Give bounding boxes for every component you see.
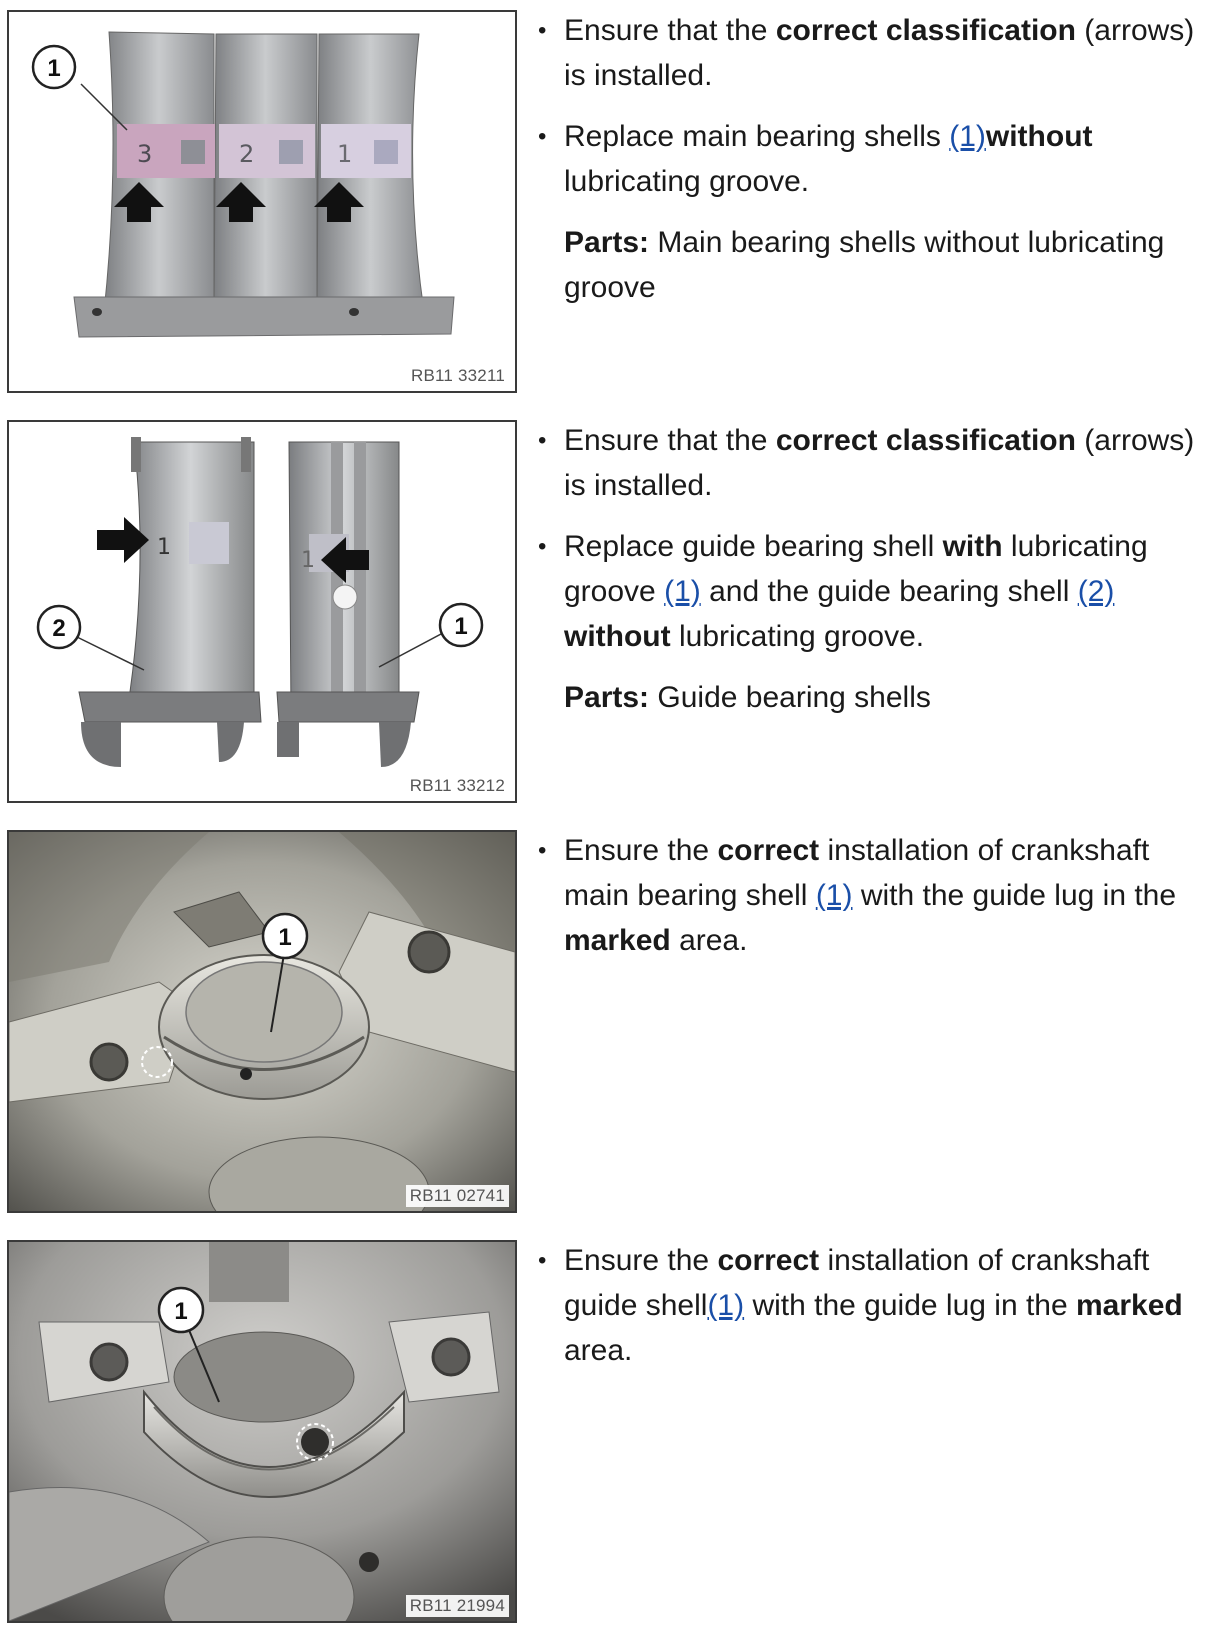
parts-text: Main bearing shells without lubricating groove <box>564 226 1165 304</box>
figure-main-bearing-shells <box>7 10 517 393</box>
callout-link-1[interactable]: (1) <box>664 575 701 608</box>
figure-guide-bearing-shells <box>7 420 517 803</box>
parts-text: Guide bearing shells <box>649 681 931 714</box>
figure-main-bearing-installed <box>7 830 517 1213</box>
callout-label: 1 <box>47 55 61 82</box>
emphasis: correct classification <box>775 424 1076 457</box>
text: area. <box>564 1334 633 1367</box>
shell-digit: 3 <box>137 140 153 168</box>
instruction-list <box>538 8 1213 204</box>
callout-label: 1 <box>454 613 468 640</box>
guide-shell-installed-photo <box>9 1242 515 1621</box>
instruction-list <box>538 1238 1213 1373</box>
shell-digit: 1 <box>157 535 171 560</box>
parts-note <box>538 675 1213 720</box>
emphasis: without <box>564 620 671 653</box>
text: and the guide bearing shell <box>700 575 1078 608</box>
text: area. <box>670 924 748 957</box>
instruction-item <box>538 418 1213 508</box>
parts-label: Parts: <box>564 681 650 714</box>
emphasis: marked <box>564 924 671 957</box>
figure-code: RB11 21994 <box>406 1595 509 1617</box>
figure-guide-shell-installed <box>7 1240 517 1623</box>
datamatrix-icon <box>374 140 398 164</box>
text: Ensure that the <box>564 424 776 457</box>
text: lubricating groove <box>564 530 1148 608</box>
callout-link-2[interactable]: (2) <box>1077 575 1115 608</box>
instruction-item <box>538 8 1213 98</box>
text: Ensure that the <box>564 14 776 47</box>
text: lubricating groove. <box>670 620 925 653</box>
text: Ensure the <box>564 1244 718 1277</box>
guide-bearing-shells-photo <box>9 422 515 801</box>
shell-digit: 1 <box>301 548 315 573</box>
shell-digit: 2 <box>239 140 255 168</box>
text: with the guide lug in the <box>744 1289 1076 1322</box>
parts-note <box>538 220 1213 310</box>
text: installation of crankshaft main bearing shell <box>564 834 1150 912</box>
callout-label: 2 <box>52 615 66 642</box>
instruction-item <box>538 1238 1213 1373</box>
parts-label: Parts: <box>564 226 650 259</box>
shell-digit: 1 <box>337 140 353 168</box>
main-bearing-installed-photo <box>9 832 515 1211</box>
callout-link-1[interactable]: (1) <box>949 120 986 153</box>
instruction-item <box>538 114 1213 204</box>
callout-link-1[interactable]: (1) <box>707 1289 745 1322</box>
step-2-text <box>538 418 1213 720</box>
step-3-text <box>538 828 1213 979</box>
text: Replace main bearing shells <box>564 120 950 153</box>
callout-label: 1 <box>174 1298 188 1325</box>
callout-label: 1 <box>278 924 292 951</box>
figure-code: RB11 02741 <box>406 1185 509 1207</box>
instruction-list <box>538 828 1213 963</box>
callout-link-1[interactable]: (1) <box>815 879 853 912</box>
emphasis: with <box>942 530 1003 563</box>
figure-code: RB11 33211 <box>407 365 509 387</box>
emphasis: marked <box>1076 1289 1183 1322</box>
figure-code: RB11 33212 <box>406 775 509 797</box>
main-bearing-shells-photo <box>9 12 515 391</box>
emphasis: correct <box>717 834 820 867</box>
emphasis: without <box>985 120 1093 153</box>
emphasis: correct <box>717 1244 820 1277</box>
instruction-item <box>538 524 1213 659</box>
instruction-list <box>538 418 1213 659</box>
step-4-text <box>538 1238 1213 1389</box>
text: with the guide lug in the <box>852 879 1177 912</box>
datamatrix-icon <box>181 140 205 164</box>
text: (arrows) is installed. <box>564 14 1195 92</box>
text: lubricating groove. <box>564 165 810 198</box>
instruction-item <box>538 828 1213 963</box>
datamatrix-icon <box>279 140 303 164</box>
text: (arrows) is installed. <box>564 424 1195 502</box>
text: Replace guide bearing shell <box>564 530 943 563</box>
step-1-text <box>538 8 1213 310</box>
emphasis: correct classification <box>775 14 1076 47</box>
text: installation of crankshaft guide shell <box>564 1244 1150 1322</box>
text: Ensure the <box>564 834 718 867</box>
